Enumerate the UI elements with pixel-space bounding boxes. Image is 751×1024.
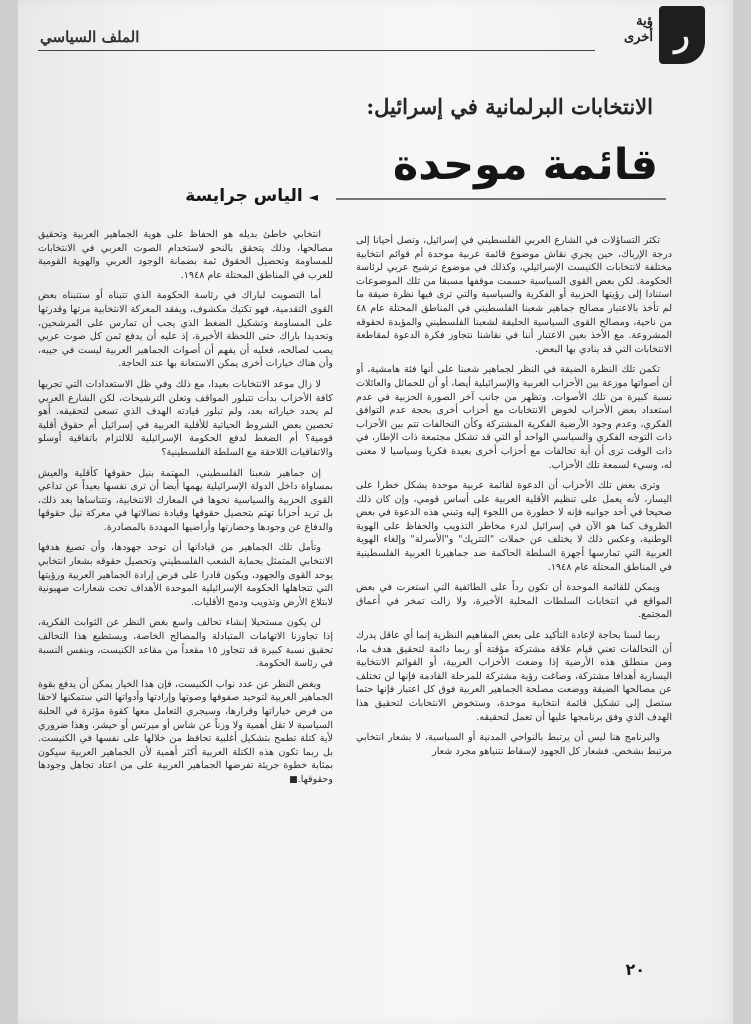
paragraph: وتأمل تلك الجماهير من قياداتها أن توحد جهودها، وأن تصيغ هدفها الانتخابي المتمثل بحماية الشعب الفلسطيني وتحصيل حقوقه بشعار انتخابي يوحد القوى والجهود، ويكون قادرا على فرض إرادة الجماهير العربية ورؤيتها التي تتجاهلها الحكومة الإسرائيلية الموحدة الأهداف تحت شعارات صهيونية لابتلاع الأرض وتذويب ودمج الأقليات. bbox=[38, 542, 333, 608]
author-line bbox=[48, 186, 318, 206]
author-name: الياس جرايسة bbox=[185, 186, 303, 206]
paragraph: تكمن تلك النظرة الضيقة في النظر لجماهير شعبنا على أنها فئة هامشية، أو أن أصواتها موزعة بين الأحزاب العربية والإسرائيلية أيضا، أو أن للحمائل والعائلات نسبة كبيرة من تلك الأصوات. وتظهر من جانب آخر الصورة الحزبية في عدم استعداد بعض الأحزاب لخوض الانتخابات مع أحزاب أخرى بحجة عدم التوافق الفكري، وعدم وجود الأرضية الفكرية المشتركة وكأن التحالفات تتم بين الأحزاب ذات التوجه الفكري والسياسي الواحد أو التي قد تشكل مجتمعة ذات الإطار، في ذات الوقت ترى أن أية تحالفات مع أحزاب أخرى بعيدة فكريا وسياسيا لا معنى له، وسيء لسمعة تلك الأحزاب. bbox=[356, 364, 672, 471]
paragraph: انتخابي خاطئ بديله هو الحفاظ على هوية الجماهير العربية وتحقيق مصالحها، وذلك يتحقق بالنحو لاستخدام الصوت العربي في الانتخابات للمساومة وتحصيل الحقوق ثمة بضمانة الوجود العربي والهوية القومية للعرب في المناطق المحتلة عام ١٩٤٨. bbox=[38, 229, 333, 281]
title-rule bbox=[336, 198, 666, 200]
article-title: قائمة موحدة bbox=[392, 140, 658, 190]
article-column-left bbox=[38, 228, 333, 928]
paragraph: ربما لسنا بحاجة لإعادة التأكيد على بعض المفاهيم النظرية إنما أي عاقل يدرك أن التحالفات تعني قيام علاقة مشتركة مؤقتة أو ربما دائمة لتحقيق هدف ما، ومن منطلق هذه الأرضية إذا وضعت الأحزاب العربية، أو القوائم الانتخابية اليسارية أهدافا مشتركة، وصاغت رؤية مشتركة للمرحلة القادمة فإنها لن تختلف عن مصالحها الضيقة ووضعت مصلحة الجماهير العربية فوق كل اعتبار فإنها حتما ستصل إلى تشكيل قائمة انتخابية موحدة، وستخوض الانتخابات لتحقيق هذا الهدف الذي وفق برنامجها عليها أن تعمل لتحقيقه. bbox=[356, 630, 672, 723]
paragraph: إن جماهير شعبنا الفلسطيني، المهتمة بنيل حقوقها كأقلية والعيش بمساواة داخل الدولة الإسرائيلية يهمها أيضا أن ترى نفسها بعيداً عن تداعي القوى الحزبية والسياسية نحوها في المعارك الانتخابية، وتتناساها بعد ذلك، بل تريد أحزابا تهتم بتحصيل حقوقها وقيادة نضالاتها في معركة نيل حقوقها والدفاع عن وجودها وحضارتها وأراضيها المهددة بالمصادرة. bbox=[38, 467, 333, 533]
magazine-page bbox=[18, 0, 733, 1024]
logo-tag-line1: ؤية bbox=[636, 14, 653, 29]
header-rule bbox=[38, 50, 595, 51]
page-number: ٢٠ bbox=[625, 960, 645, 979]
paragraph: تكثر التساؤلات في الشارع العربي الفلسطيني في إسرائيل، وتصل أحيانا إلى درجة الإرباك، حين يجري نقاش موضوع قائمة عربية موحدة أم قوائم انتخابية مختلفة لانتخابات الكنيست الإسرائيلي، وكذلك في موضوع ترشيح عربي لرئاسة الحكومة. لكن بعض القوى السياسية حسمت موقفها مسبقا من تلك الموضوعات استنادا إلى رؤيتها الحزبية أو الفكرية والسياسية والتي ترى فيها نظرة ضيقة ما لم تأخذ بالاعتبار مصالح جماهير شعبنا الفلسطيني في المناطق المحتلة عام ٤٨ من ناحية، ومصالح القوى السياسية الحليفة لشعبنا الفلسطيني والمؤيدة لحقوقه المشروعة. مع الأخذ بعين الاعتبار أننا في نقاشنا نتجاوز فكرة الدعوة لمقاطعة الانتخابات التي قد ينادي بها البعض. bbox=[356, 235, 672, 355]
section-logo bbox=[659, 6, 705, 64]
logo-tag-line2: أخرى bbox=[624, 30, 653, 45]
end-mark-icon: ■ bbox=[289, 774, 298, 785]
paragraph: أما التصويت لباراك في رئاسة الحكومة الذي تتبناه أو ستتبناه بعض القوى التقدمية، فهو تكتيك مكشوف، ويفقد المعركة الانتخابية مرتها وقدرتها على المساومة وتشكيل الضغط الذي يجب أن تمارس على المرشحين، وتحديدا باراك حتى اللحظة الأخيرة، إذ عليه أن يدفع ثمن كل صوت عربي يصب لصالحه، فعليه أن يفهم أن أصوات الجماهير العربية ليست في جيبه، وأن هناك خيارات أخرى يمكن الاستعانة بها عند الحاجة. bbox=[38, 290, 333, 370]
logo-tagline bbox=[603, 14, 653, 46]
paragraph-text: وبغض النظر عن عدد نواب الكنيست، فإن هذا الخيار يمكن أن يدفع بقوة الجماهير العربية لتوحيد صفوفها وصوتها وإرادتها وأدواتها التي ستمكنها لاحقا من فرض خياراتها وقرارها، وسيجري التعامل معها كقوة مؤثرة في الحلبة السياسية لا تقل أهمية ولا وزناً عن شاس أو ميرتس أو حيشر، وهذا ضروري لأية كتلة تطمح بتشكيل أغلبية تحافظ من خلالها على نفسها في الكنيست. بل ربما تكون هذه الكتلة العربية أكثر أهمية لأن الجماهير العربية سيكون بمثابة خطوة جريئة تفرضها الجماهير العربية على من اعتاد تجاهل وجودها وحقوقها. bbox=[38, 678, 333, 785]
paragraph: والبرنامج هنا ليس أن يرتبط بالنواحي المدنية أو السياسية، لا بشعار انتخابي مرتبط بشخص. فشعار كل الجهود لإسقاط نتنياهو مجرد شعار bbox=[356, 732, 672, 757]
page-header bbox=[18, 0, 733, 72]
author-arrow-icon: ◄ bbox=[308, 190, 318, 204]
paragraph-last bbox=[38, 678, 333, 788]
paragraph: لن يكون مستحيلا إنشاء تحالف واسع بغض النظر عن الثوابت الفكرية، إذا تجاوزنا الاتهامات المتبادلة والمصالح الخاصة، ويستطيع هذا التحالف تحقيق نسبة كبيرة قد تتجاوز ١٥ مقعداً من مقاعد الكنيست، وبنفس النسبة في رئاسة الحكومة. bbox=[38, 617, 333, 670]
section-title: الملف السياسي bbox=[40, 28, 140, 46]
article-subtitle: الانتخابات البرلمانية في إسرائيل: bbox=[366, 94, 653, 119]
article-column-right bbox=[356, 234, 672, 934]
paragraph: لا زال موعد الانتخابات بعيدا، مع ذلك وفي ظل الاستعدادات التي تجريها كافة الأحزاب بدأت تتبلور المواقف وتعلن الترشيحات، لكن الشارع العربي لم يحدد خياراته بعد، ولم تبلور قيادته الهدف الذي تسعى لتحقيقه. أهو تحصين بعض الشروط الحياتية للأقلية العربية في إسرائيل أم حقوق أقلية قومية؟ أم الضغط لدفع الحكومة الإسرائيلية للالتزام باتفاقية أوسلو والاتفاقيات اللاحقة مع السلطة الفلسطينية؟ bbox=[38, 378, 333, 458]
paragraph: ويمكن للقائمة الموحدة أن تكون رداً على الطائفية التي استعرت في بعض المواقع في انتخابات السلطات المحلية الأخيرة، ولا زالت تمخر في أعماق المجتمع. bbox=[356, 582, 672, 621]
paragraph: وترى بعض تلك الأحزاب أن الدعوة لقائمة عربية موحدة يشكل خطرا على اليسار، لأنه يعمل على تنظيم الأقلية العربية على أساس قومي، وإن كان ذلك صحيحا في أحد جوانبه فإنه لا خطورة من اللجوء إليه وتبني هذه الدعوة في بعض الظروف كما هو الآن في إسرائيل لدرء مخاطر التذويب والحفاظ على الهوية الوطنية، وعكس ذلك لا يختلف عن حملات "التتريك" و"الأسرلة" وإلغاء الهوية العربية التي تمارسها أجهزة السلطة الحاكمة ضد جماهيرنا العربية الفلسطينية في المناطق المحتلة عام ١٩٤٨. bbox=[356, 480, 672, 573]
logo-glyph: ر bbox=[674, 16, 690, 54]
